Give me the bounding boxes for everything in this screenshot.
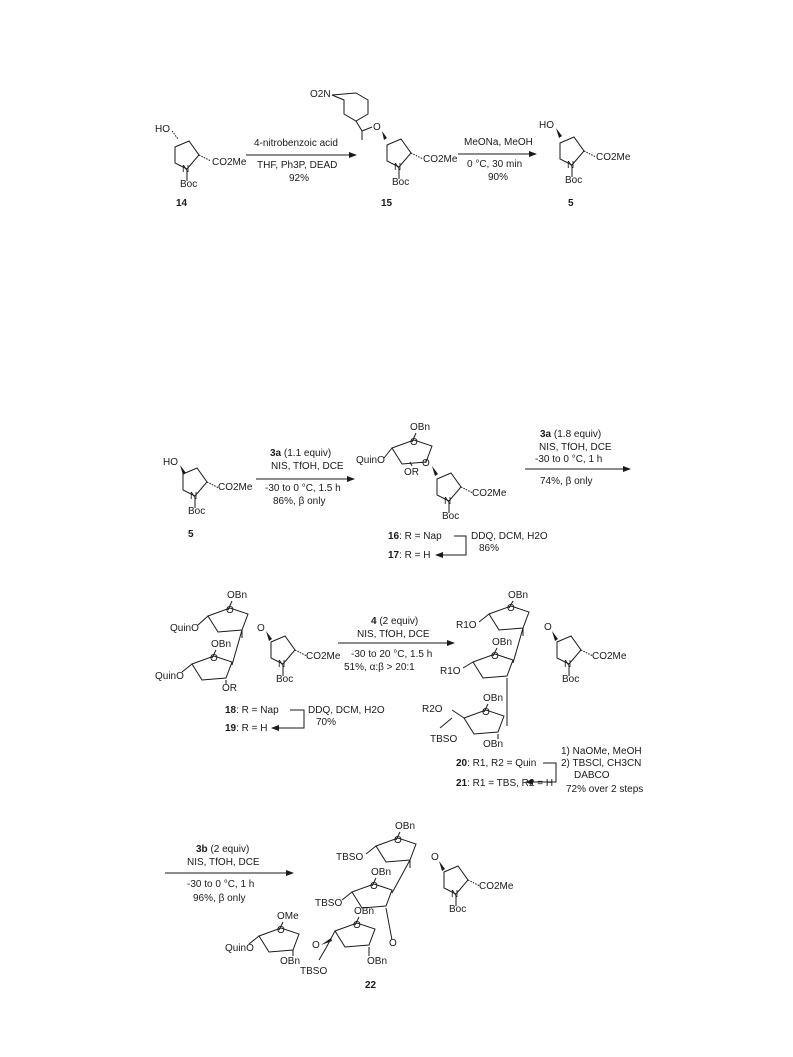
atom-o: O: [277, 925, 285, 936]
compound-label: 5: [568, 198, 574, 209]
reaction-arrow-4: [525, 429, 630, 487]
compound-label: 14: [176, 198, 188, 209]
atom-obn: OBn: [227, 590, 248, 601]
atom-o: O: [353, 920, 361, 931]
atom-co2me: CO2Me: [212, 157, 247, 168]
atom-ho: HO: [163, 457, 178, 468]
atom-co2me: CO2Me: [306, 651, 341, 662]
condition-line: -30 to 0 °C, 1 h: [187, 879, 255, 890]
atom-o: O: [410, 437, 418, 448]
condition-line: NIS, TfOH, DCE: [539, 442, 612, 453]
atom-tbso: TBSO: [315, 898, 343, 909]
condition-line: 96%, β only: [193, 893, 246, 904]
condition-line: 51%, α:β > 20:1: [344, 662, 415, 673]
atom-o: O: [431, 852, 439, 863]
compound-label-21: 21: R1 = TBS, R2 = H: [456, 778, 554, 789]
atom-boc: Boc: [449, 904, 467, 915]
atom-quino: QuinO: [170, 623, 199, 634]
atom-o: O: [491, 651, 499, 662]
atom-boc: Boc: [565, 175, 583, 186]
atom-o: O: [312, 940, 320, 951]
condition-line: DABCO: [574, 770, 610, 781]
condition-line: 0 °C, 30 min: [467, 159, 523, 170]
atom-tbso: TBSO: [336, 852, 364, 863]
atom-quino: QuinO: [155, 671, 184, 682]
atom-co2me: CO2Me: [479, 881, 514, 892]
compound-15: [310, 89, 458, 209]
atom-o: O: [394, 835, 402, 846]
atom-n: N: [278, 659, 286, 670]
atom-obn: OBn: [483, 739, 504, 750]
atom-ho: HO: [155, 124, 170, 135]
condition-line: 4 (2 equiv): [371, 616, 419, 627]
reaction-arrow-1: [246, 138, 356, 184]
atom-co2me: CO2Me: [218, 482, 253, 493]
atom-o: O: [210, 653, 218, 664]
atom-r2o: R2O: [422, 704, 443, 715]
condition-line: NIS, TfOH, DCE: [357, 629, 430, 640]
condition-line: 72% over 2 steps: [566, 784, 644, 795]
compound-18: [155, 590, 341, 694]
condition-line: 92%: [289, 173, 310, 184]
atom-co2me: CO2Me: [596, 152, 631, 163]
atom-n: N: [564, 659, 572, 670]
atom-o: O: [373, 122, 381, 133]
labels-20-21: [456, 746, 643, 795]
atom-obn: OBn: [508, 590, 529, 601]
atom-boc: Boc: [180, 179, 198, 190]
condition-line: 4-nitrobenzoic acid: [254, 138, 338, 149]
atom-or: OR: [222, 683, 237, 694]
compound-label-20: 20: R1, R2 = Quin: [456, 758, 537, 769]
compound-label: 5: [188, 529, 194, 540]
atom-co2me: CO2Me: [592, 651, 627, 662]
condition-line: THF, Ph3P, DEAD: [257, 160, 338, 171]
atom-o: O: [422, 458, 430, 469]
atom-o: O: [544, 622, 552, 633]
compound-5: [539, 120, 631, 209]
compound-label-19: 19: R = H: [225, 723, 268, 734]
compound-label: 15: [381, 198, 393, 209]
condition-line: -30 to 0 °C, 1.5 h: [265, 483, 341, 494]
condition-line: 70%: [316, 717, 337, 728]
atom-obn: OBn: [395, 821, 416, 832]
atom-obn: OBn: [211, 639, 232, 650]
atom-n: N: [567, 160, 575, 171]
compound-14: [155, 124, 247, 209]
condition-line: -30 to 20 °C, 1.5 h: [351, 649, 433, 660]
atom-obn: OBn: [410, 422, 431, 433]
compound-label-17: 17: R = H: [388, 550, 431, 561]
atom-r1o: R1O: [456, 620, 477, 631]
atom-n: N: [444, 496, 452, 507]
atom-boc: Boc: [188, 506, 206, 517]
compound-22: [225, 821, 514, 991]
compound-16: [356, 422, 507, 522]
condition-line: 90%: [488, 172, 509, 183]
atom-boc: Boc: [392, 177, 410, 188]
atom-obn: OBn: [280, 956, 301, 967]
atom-boc: Boc: [276, 674, 294, 685]
reaction-arrow-3: [256, 448, 354, 507]
atom-quino: QuinO: [356, 455, 385, 466]
condition-line: 3b (2 equiv): [196, 844, 250, 855]
condition-line: NIS, TfOH, DCE: [187, 857, 260, 868]
labels-18-19: [225, 705, 385, 734]
compound-label-16: 16: R = Nap: [388, 531, 442, 542]
atom-o: O: [370, 881, 378, 892]
condition-line: 86%: [479, 543, 500, 554]
atom-n: N: [182, 164, 190, 175]
atom-ome: OMe: [277, 911, 299, 922]
reaction-arrow-2: [458, 137, 536, 183]
compound-label: 22: [365, 980, 377, 991]
atom-obn: OBn: [354, 906, 375, 917]
atom-n: N: [451, 889, 459, 900]
atom-n: N: [394, 162, 402, 173]
condition-line: 74%, β only: [540, 476, 593, 487]
reaction-arrow-7: [165, 844, 293, 904]
atom-r1o: R1O: [440, 666, 461, 677]
condition-line: 3a (1.8 equiv): [540, 429, 602, 440]
condition-line: DDQ, DCM, H2O: [308, 705, 385, 716]
atom-co2me: CO2Me: [472, 488, 507, 499]
labels-16-17: [388, 531, 548, 561]
reaction-arrow-5: [338, 616, 454, 673]
condition-line: -30 to 0 °C, 1 h: [535, 454, 603, 465]
condition-line: 3a (1.1 equiv): [270, 448, 332, 459]
atom-boc: Boc: [442, 511, 460, 522]
atom-o: O: [226, 605, 234, 616]
atom-quino: QuinO: [225, 943, 254, 954]
atom-o: O: [389, 938, 397, 949]
atom-n: N: [190, 491, 198, 502]
condition-line: DDQ, DCM, H2O: [471, 531, 548, 542]
compound-5-start: [163, 457, 253, 540]
atom-ho: HO: [539, 120, 554, 131]
atom-obn: OBn: [492, 637, 513, 648]
atom-obn: OBn: [371, 867, 392, 878]
atom-tbso: TBSO: [430, 734, 458, 745]
atom-boc: Boc: [562, 674, 580, 685]
atom-o: O: [257, 623, 265, 634]
atom-o: O: [507, 603, 515, 614]
atom-or: OR: [404, 467, 419, 478]
atom-o2n: O2N: [310, 89, 331, 100]
condition-line: 1) NaOMe, MeOH: [561, 746, 642, 757]
atom-tbso: TBSO: [300, 966, 328, 977]
compound-20: [422, 590, 627, 750]
condition-line: 86%, β only: [273, 496, 326, 507]
compound-label-18: 18: R = Nap: [225, 705, 279, 716]
atom-co2me: CO2Me: [423, 154, 458, 165]
condition-line: MeONa, MeOH: [464, 137, 533, 148]
atom-o: O: [482, 707, 490, 718]
condition-line: NIS, TfOH, DCE: [271, 461, 344, 472]
atom-obn: OBn: [483, 693, 504, 704]
atom-obn: OBn: [367, 956, 388, 967]
condition-line: 2) TBSCl, CH3CN: [561, 758, 642, 769]
